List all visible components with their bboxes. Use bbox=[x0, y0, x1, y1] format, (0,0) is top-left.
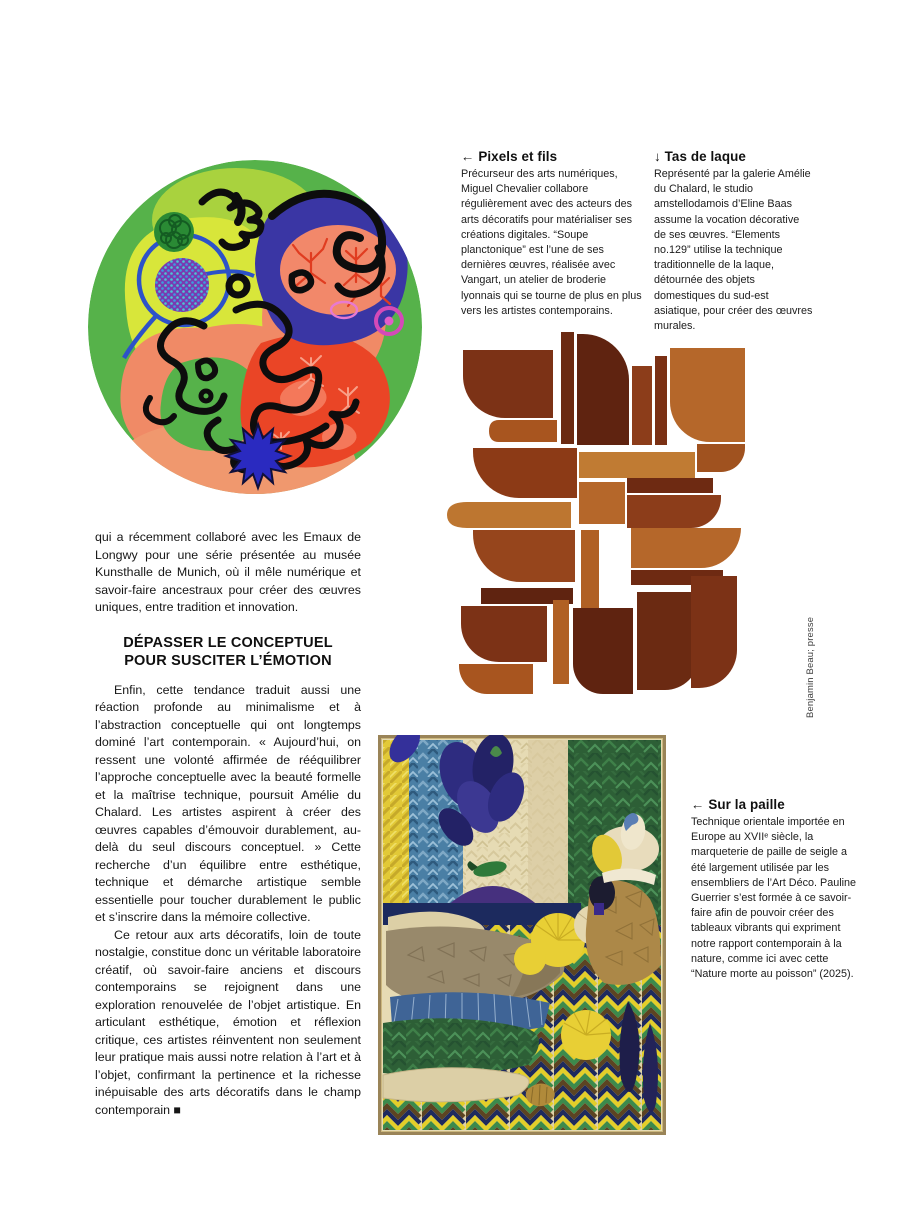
artwork-nature-morte-au-poisson bbox=[378, 735, 666, 1135]
left-arrow-icon: ← bbox=[691, 797, 705, 812]
down-arrow-icon: ↓ bbox=[654, 149, 661, 164]
caption-title bbox=[691, 797, 864, 812]
article-body bbox=[95, 529, 361, 1119]
caption-body: Technique orientale importée en Europe au XVIIᵉ siècle, la marqueterie de paille de seigle a été largement utilisée par les ensembliers de l’Art Déco. Pauline Guerrier s’est formée à ce savoir-faire afin de pouvoir créer des tableaux vibrants qui expriment notre rapport contemporain à la nature, comme ici avec cette “Nature morte au poisson” (2025). bbox=[691, 816, 857, 981]
paragraph-2: Enfin, cette tendance traduit aussi une réaction profonde au minimalisme et à l’abstraction conceptuelle qui ont longtemps dominé l’art contemporain. « Aujourd’hui, on ressent une volonté affirmée de rééquilibrer l’approche conceptuelle avec la beauté formelle et la maîtrise technique, poursuit Amélie du Chalard. Les artistes aspirent à créer des œuvres capables d’émouvoir durablement, au-delà du seul discours conceptuel. » Cette recherche d’un équilibre entre esthétique, technique et démarche artistique semble essentielle pour toucher durablement le public et s’inscrire dans la mémoire collective. bbox=[95, 682, 361, 924]
heading-line-1: DÉPASSER LE CONCEPTUEL bbox=[123, 634, 333, 651]
caption-title-text: Tas de laque bbox=[664, 149, 746, 164]
caption-body: Représenté par la galerie Amélie du Chalard, le studio amstellodamois d’Eline Baas assume la vocation décorative de ses œuvres. “Elements no.129” utilise la technique traditionnelle de la laque, détournée des objets domestiques du sud-est asiatique, pour créer des œuvres murales. bbox=[654, 168, 813, 333]
caption-pixels-et-fils bbox=[461, 149, 644, 319]
caption-title-text: Sur la paille bbox=[708, 797, 785, 812]
paragraph-1: qui a récemment collaboré avec les Emaux de Longwy pour une série présentée au musée Kunsthalle de Munich, où il mêle numérique et savoir-faire ancestraux pour créer des œuvres uniques, entre tradition et innovation. bbox=[95, 530, 361, 614]
caption-tas-de-laque bbox=[654, 149, 814, 334]
left-arrow-icon: ← bbox=[461, 149, 475, 164]
elements-no129-illustration bbox=[445, 332, 745, 700]
artwork-soupe-planctonique bbox=[86, 158, 424, 496]
photo-credit: Benjamin Beau; presse bbox=[804, 616, 815, 718]
paragraph-3: Ce retour aux arts décoratifs, loin de toute nostalgie, constitue donc un véritable laboratoire créatif, où savoir-faire anciens et discours contemporains se rejoignent dans une exploration renouvelée de l’objet artistique. En articulant esthétique, émotion et réflexion critique, ces artistes réinventent non seulement leur pratique mais aussi notre relation à l’art et à l’objet, confirmant la pertinence et la richesse inépuisable des arts décoratifs dans le champ contemporain ■ bbox=[95, 927, 361, 1117]
nature-morte-au-poisson-illustration bbox=[378, 735, 666, 1135]
caption-body: Précurseur des arts numériques, Miguel Chevalier collabore régulièrement avec des acteurs des arts décoratifs pour matérialiser ses créations digitales. “Soupe planctonique” est l’une de ses dernières œuvres, réalisée avec Vangart, un atelier de broderie lyonnais qui se tourne de plus en plus vers les artistes contemporains. bbox=[461, 168, 642, 317]
caption-title-text: Pixels et fils bbox=[478, 149, 558, 164]
artwork-elements-no129 bbox=[445, 332, 745, 700]
caption-sur-la-paille bbox=[691, 797, 864, 982]
caption-title bbox=[461, 149, 644, 164]
section-heading bbox=[95, 634, 361, 671]
caption-title bbox=[654, 149, 814, 164]
heading-line-2: POUR SUSCITER L’ÉMOTION bbox=[124, 653, 332, 669]
soupe-planctonique-illustration bbox=[86, 158, 424, 496]
